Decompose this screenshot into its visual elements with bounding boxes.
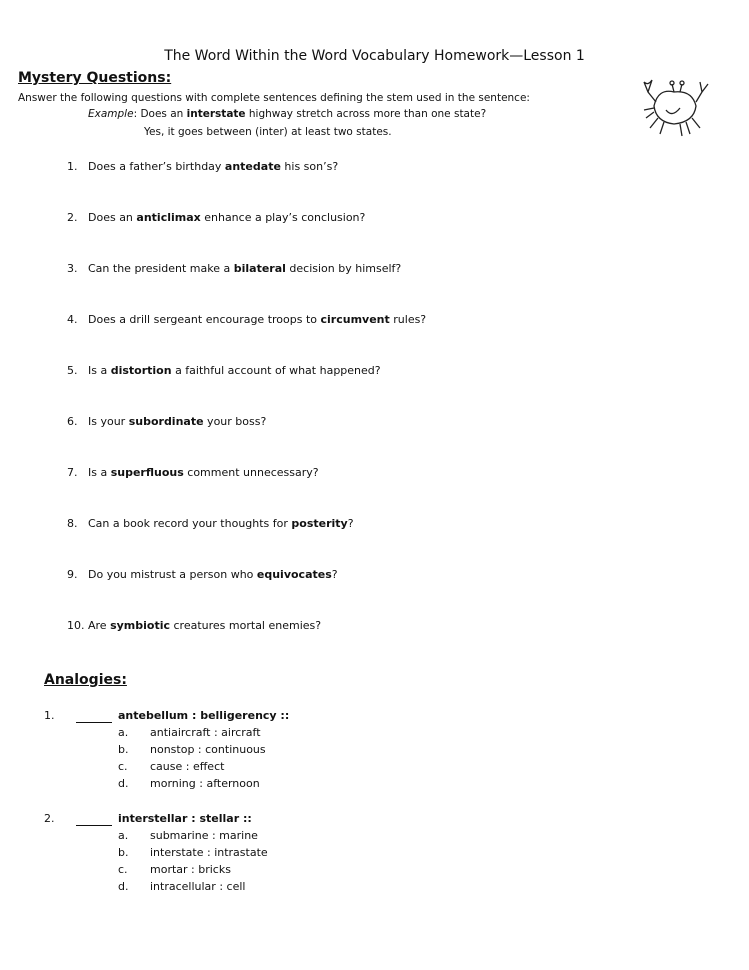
option-text: mortar : bricks [150, 863, 231, 876]
option-text: antiaircraft : aircraft [150, 726, 261, 739]
option-letter: b. [118, 846, 129, 859]
option-text: submarine : marine [150, 829, 258, 842]
question-number: 6. [67, 415, 78, 428]
analogies-heading: Analogies: [44, 672, 127, 688]
example-stem: interstate [186, 108, 246, 120]
question-text: enhance a play’s conclusion? [200, 211, 366, 224]
option-letter: c. [118, 863, 128, 876]
question-number: 10. [67, 619, 85, 632]
option-letter: a. [118, 829, 129, 842]
analogy-stem: antebellum : belligerency :: [118, 709, 290, 722]
question-text: Are [88, 619, 111, 632]
question-item [67, 568, 338, 581]
question-number: 4. [67, 313, 78, 326]
answer-blank[interactable] [76, 812, 112, 826]
question-number: 9. [67, 568, 78, 581]
example-label: Example [88, 108, 134, 120]
question-stem-word: subordinate [128, 415, 204, 428]
option-letter: d. [118, 880, 129, 893]
question-item [67, 517, 354, 530]
question-text: his son’s? [280, 160, 339, 173]
question-text: decision by himself? [285, 262, 402, 275]
question-item [67, 466, 319, 479]
question-stem-word: posterity [291, 517, 348, 530]
example-text: : Does an [133, 108, 187, 120]
question-stem-word: bilateral [233, 262, 286, 275]
option-letter: a. [118, 726, 129, 739]
question-text: creatures mortal enemies? [170, 619, 322, 632]
question-stem-word: superfluous [110, 466, 184, 479]
question-number: 8. [67, 517, 78, 530]
question-text: Does a father’s birthday [88, 160, 225, 173]
question-item [67, 415, 266, 428]
question-item [67, 262, 401, 275]
example-text: highway stretch across more than one state? [245, 108, 487, 120]
mystery-questions-heading: Mystery Questions: [18, 70, 172, 86]
option-letter: c. [118, 760, 128, 773]
question-item [67, 619, 321, 632]
question-stem-word: distortion [110, 364, 172, 377]
question-number: 7. [67, 466, 78, 479]
question-number: 5. [67, 364, 78, 377]
question-stem-word: antedate [224, 160, 281, 173]
question-stem-word: anticlimax [136, 211, 201, 224]
question-text: Is your [88, 415, 129, 428]
question-text: rules? [389, 313, 427, 326]
option-text: nonstop : continuous [150, 743, 266, 756]
analogy-number: 2. [44, 812, 55, 825]
question-text: a faithful account of what happened? [171, 364, 381, 377]
question-text: Does a drill sergeant encourage troops to [88, 313, 321, 326]
question-text: Does an [88, 211, 137, 224]
option-text: cause : effect [150, 760, 225, 773]
page-title: The Word Within the Word Vocabulary Homework—Lesson 1 [164, 48, 585, 64]
question-text: comment unnecessary? [183, 466, 319, 479]
analogy-number: 1. [44, 709, 55, 722]
question-stem-word: symbiotic [110, 619, 171, 632]
example-answer: Yes, it goes between (inter) at least two states. [144, 126, 392, 138]
analogy-stem: interstellar : stellar :: [118, 812, 252, 825]
option-text: intracellular : cell [150, 880, 246, 893]
crab-doodle-icon [640, 78, 712, 140]
question-text: Is a [88, 466, 111, 479]
question-item [67, 211, 365, 224]
question-number: 3. [67, 262, 78, 275]
question-text: Can the president make a [88, 262, 234, 275]
question-text: ? [347, 517, 354, 530]
answer-blank[interactable] [76, 709, 112, 723]
question-text: Can a book record your thoughts for [88, 517, 292, 530]
question-item [67, 313, 426, 326]
question-text: Do you mistrust a person who [88, 568, 257, 581]
question-item [67, 364, 381, 377]
question-item [67, 160, 338, 173]
option-letter: b. [118, 743, 129, 756]
instructions: Answer the following questions with complete sentences defining the stem used in the sentence: [18, 92, 530, 104]
example-question [88, 108, 486, 120]
question-stem-word: circumvent [320, 313, 390, 326]
question-stem-word: equivocates [256, 568, 332, 581]
question-text: ? [331, 568, 338, 581]
option-text: interstate : intrastate [150, 846, 268, 859]
question-text: Is a [88, 364, 111, 377]
question-text: your boss? [203, 415, 267, 428]
option-text: morning : afternoon [150, 777, 260, 790]
option-letter: d. [118, 777, 129, 790]
question-number: 2. [67, 211, 78, 224]
question-number: 1. [67, 160, 78, 173]
